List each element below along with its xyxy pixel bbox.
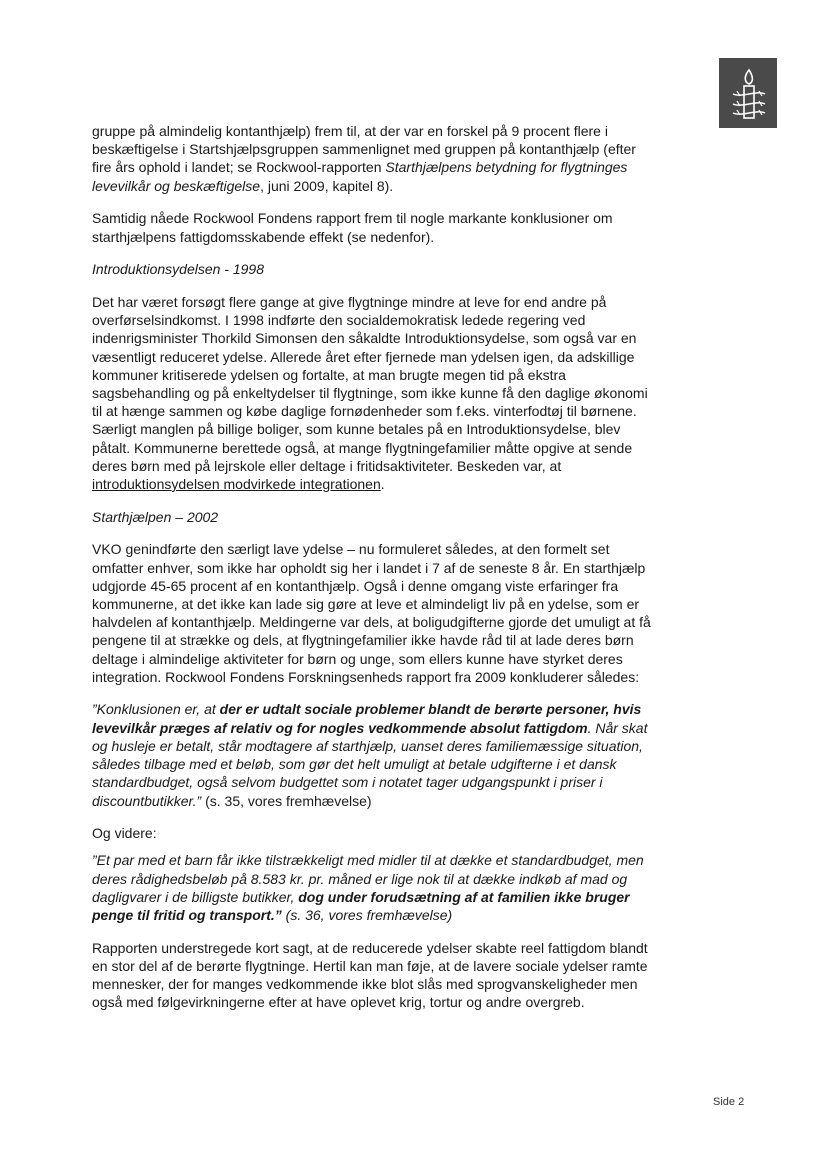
section-heading-starthjaelpen: Starthjælpen – 2002 (92, 508, 219, 525)
amnesty-logo (719, 58, 777, 128)
quote-2-reference: (s. 36, vores fremhævelse) (281, 907, 453, 924)
paragraph-1: gruppe på almindelig kontanthjælp) frem til, at der var en forskel på 9 procent flere i beskæftigelse i Startshjælpsgruppen sammenlignet med gruppen på kontanthjælp (efter fire års ophold i landet; se Rockwool-rapporten Starthjælpens betydning for flygtninges levevilkår og beskæftigelse, juni 2009, kapitel 8). (92, 123, 636, 194)
paragraph-3: Det har været forsøgt flere gange at give flygtninge mindre at leve for end andre på overførselsindkomst. I 1998 indførte den socialdemokratisk ledede regering ved indenrigsminister Thorkild Simonsen den såkaldte Introduktionsydelse, som også var en væsentligt reduceret ydelse. Allerede året efter fjernede man ydelsen igen, da adskillige kommuner kritiserede ydelsen og fortalte, at man brugte megen tid på ekstra sagsbehandling og på enkeltydelser til flygtninge, som ikke kunne få den daglige økonomi til at hænge sammen og købe daglige fornødenheder som f.eks. vinterfodtøj til børnene. Særligt manglen på billige boliger, som kunne betales på en Introduktionsydelse, blev påtalt. Kommunerne berettede også, at mange flygtningefamilier måtte opgive at sende deres børn med på lejrskole eller deltage i fritidsaktiviteter. Beskeden var, at introduktionsydelsen modvirkede integrationen. (92, 293, 648, 492)
quote-2: ”Et par med et barn får ikke tilstrækkeligt med midler til at dække et standardbudget, men deres rådighedsbeløb på 8.583 kr. pr. måned er lige nok til at dække indkøb af mad og dagligvarer i de billigste butikker, dog under forudsætning af at familien ikke bruger penge til fritid og transport.” (s. 36, vores fremhævelse) (92, 852, 644, 924)
paragraph-6: Rapporten understregede kort sagt, at de reducerede ydelser skabte reel fattigdom blandt en stor del af de berørte flygtninge. Hertil kan man føje, at de lavere sociale ydelser ramte mennesker, der for manges vedkommende ikke blot slås med sprogvanskeligheder men også med følgevirkningerne efter at have oplevet krig, tortur og andre overgreb. (92, 939, 648, 1011)
quote-2-emphasis: dog under forudsætning af at familien ikke bruger penge til fritid og transport.” (92, 888, 630, 924)
amnesty-candle-icon (719, 58, 777, 128)
quote-1-emphasis: der er udtalt sociale problemer blandt de berørte personer, hvis levevilkår præges af relativ og for nogles vedkommende absolut fattigdom (92, 701, 642, 736)
quote-1-reference: (s. 35, vores fremhævelse) (201, 792, 372, 809)
paragraph-2: Samtidig nåede Rockwool Fondens rapport frem til nogle markante konklusioner om starthjælpens fattigdomsskabende effekt (se nedenfor). (92, 210, 613, 245)
report-title: Starthjælpens betydning for flygtninges levevilkår og beskæftigelse (92, 159, 628, 194)
page-number: Side 2 (713, 1096, 745, 1108)
paragraph-5: Og videre: (92, 825, 157, 842)
document-body (92, 122, 657, 1026)
section-heading-introduktionsydelsen: Introduktionsydelsen - 1998 (92, 261, 264, 278)
underlined-link[interactable]: introduktionsydelsen modvirkede integrationen (92, 475, 381, 492)
paragraph-4: VKO genindførte den særligt lave ydelse – nu formuleret således, at den formelt set omfatter enhver, som ikke har opholdt sig her i landet i 7 af de seneste 8 år. En starthjælp udgjorde 45-65 procent af en kontanthjælp. Også i denne omgang viste erfaringer fra kommunerne, at det ikke kan lade sig gøre at leve et almindeligt liv på en ydelse, som er halvdelen af kontanthjælp. Meldingerne var dels, at boligudgifterne gjorde det umuligt at få pengene til at strække og dels, at flygtningefamilier ikke havde råd til at lade deres børn deltage i almindelige aktiviteter for børn og unge, som ellers kunne have styrket deres integration. Rockwool Fondens Forskningsenheds rapport fra 2009 konkluderer således: (92, 541, 651, 685)
quote-1: ”Konklusionen er, at der er udtalt sociale problemer blandt de berørte personer, hvis levevilkår præges af relativ og for nogles vedkommende absolut fattigdom. Når skat og husleje er betalt, står modtagere af starthjælp, uanset deres familiemæssige situation, således tilbage med et beløb, som gør det helt umuligt at betale udgifterne i et dansk standardbudget, også selvom budgettet som i notatet tager udgangspunkt i priser i discountbutikker.” (s. 35, vores fremhævelse) (92, 701, 648, 809)
